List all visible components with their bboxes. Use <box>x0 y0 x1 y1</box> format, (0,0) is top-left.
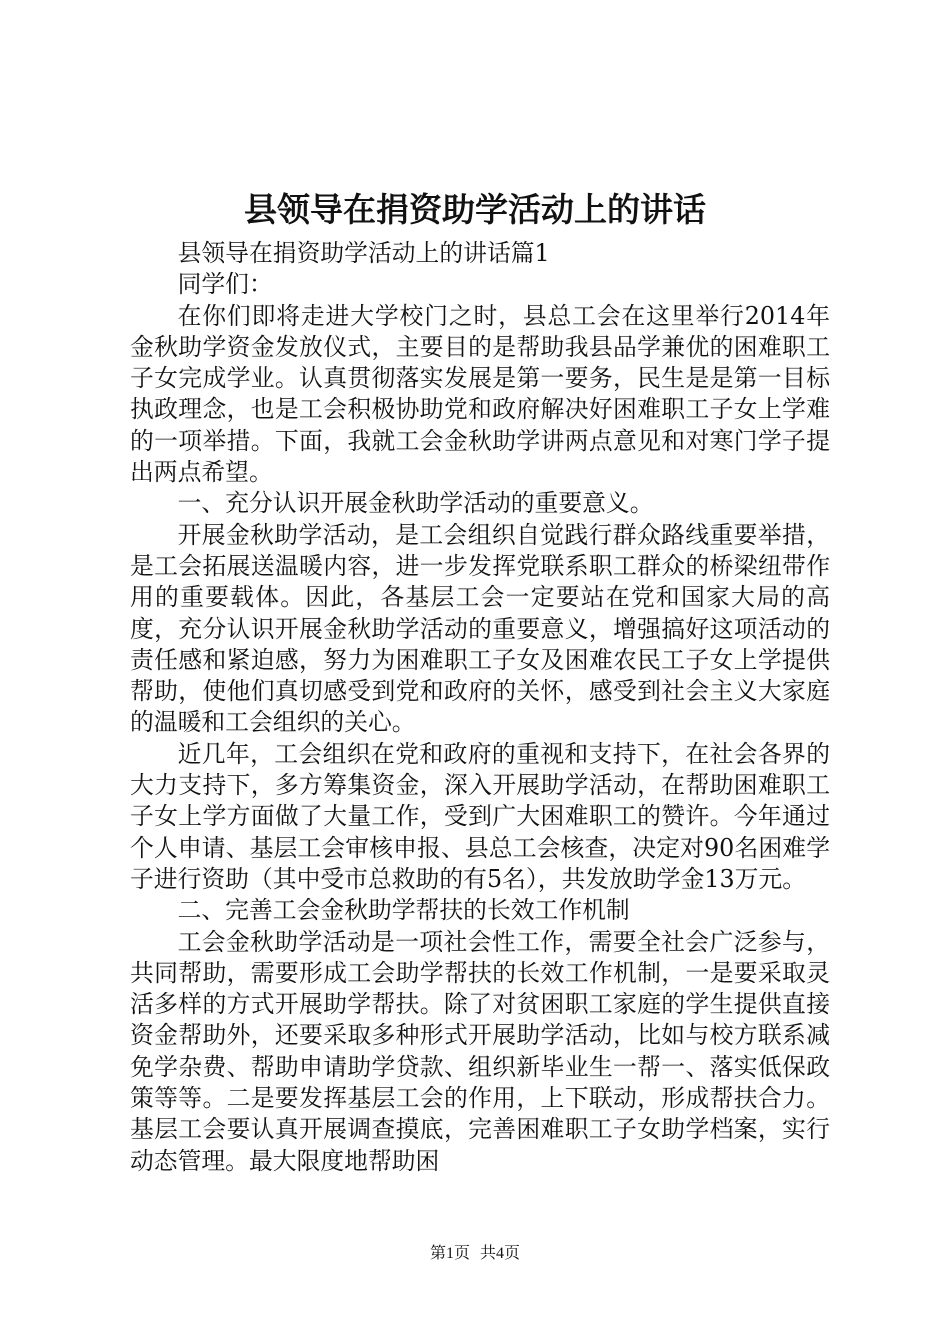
section-heading: 一、充分认识开展金秋助学活动的重要意义。 <box>177 489 654 518</box>
body-paragraph: 近几年，工会组织在党和政府的重视和支持下，在社会各界的大力支持下，多方筹集资金，深入开展助学活动，在帮助困难职工子女上学方面做了大量工作，受到广大困难职工的赞许。今年通过个人申请、基层工会审核申报、县总工会核查，决定对90名困难学子进行资助（其中受市总救助的有5名），共发放助学金13万元。 <box>130 739 830 893</box>
document-title: 县领导在捐资助学活动上的讲话 <box>244 190 706 229</box>
body-paragraph: 在你们即将走进大学校门之时，县总工会在这里举行2014年金秋助学资金发放仪式，主要目的是帮助我县品学兼优的困难职工子女完成学业。认真贯彻落实发展是第一要务，民生是是第一目标执政理念，也是工会积极协助党和政府解决好困难职工子女上学难的一项举措。下面，我就工会金秋助学讲两点意见和对寒门学子提出两点希望。 <box>130 301 830 487</box>
salutation-paragraph: 同学们： <box>177 270 273 299</box>
page-total: 共4页 <box>480 1245 521 1262</box>
document-body <box>130 238 830 1177</box>
body-paragraph: 开展金秋助学活动，是工会组织自觉践行群众路线重要举措，是工会拓展送温暖内容，进一步发挥党联系职工群众的桥梁纽带作用的重要载体。因此，各基层工会一定要站在党和国家大局的高度，充分认识开展金秋助学活动的重要意义，增强搞好这项活动的责任感和紧迫感，努力为困难职工子女及困难农民工子女上学提供帮助，使他们真切感受到党和政府的关怀，感受到社会主义大家庭的温暖和工会组织的关心。 <box>130 520 830 737</box>
section-heading: 二、完善工会金秋助学帮扶的长效工作机制 <box>177 896 630 925</box>
body-paragraph: 工会金秋助学活动是一项社会性工作，需要全社会广泛参与，共同帮助，需要形成工会助学帮扶的长效工作机制，一是要采取灵活多样的方式开展助学帮扶。除了对贫困职工家庭的学生提供直接资金帮助外，还要采取多种形式开展助学活动，比如与校方联系减免学杂费、帮助申请助学贷款、组织新毕业生一帮一、落实低保政策等等。二是要发挥基层工会的作用，上下联动，形成帮扶合力。基层工会要认真开展调查摸底，完善困难职工子女助学档案，实行动态管理。最大限度地帮助困 <box>130 927 830 1175</box>
page-footer <box>0 1244 950 1264</box>
page-number: 第1页 <box>429 1245 470 1262</box>
subtitle-paragraph: 县领导在捐资助学活动上的讲话篇1 <box>177 239 550 267</box>
